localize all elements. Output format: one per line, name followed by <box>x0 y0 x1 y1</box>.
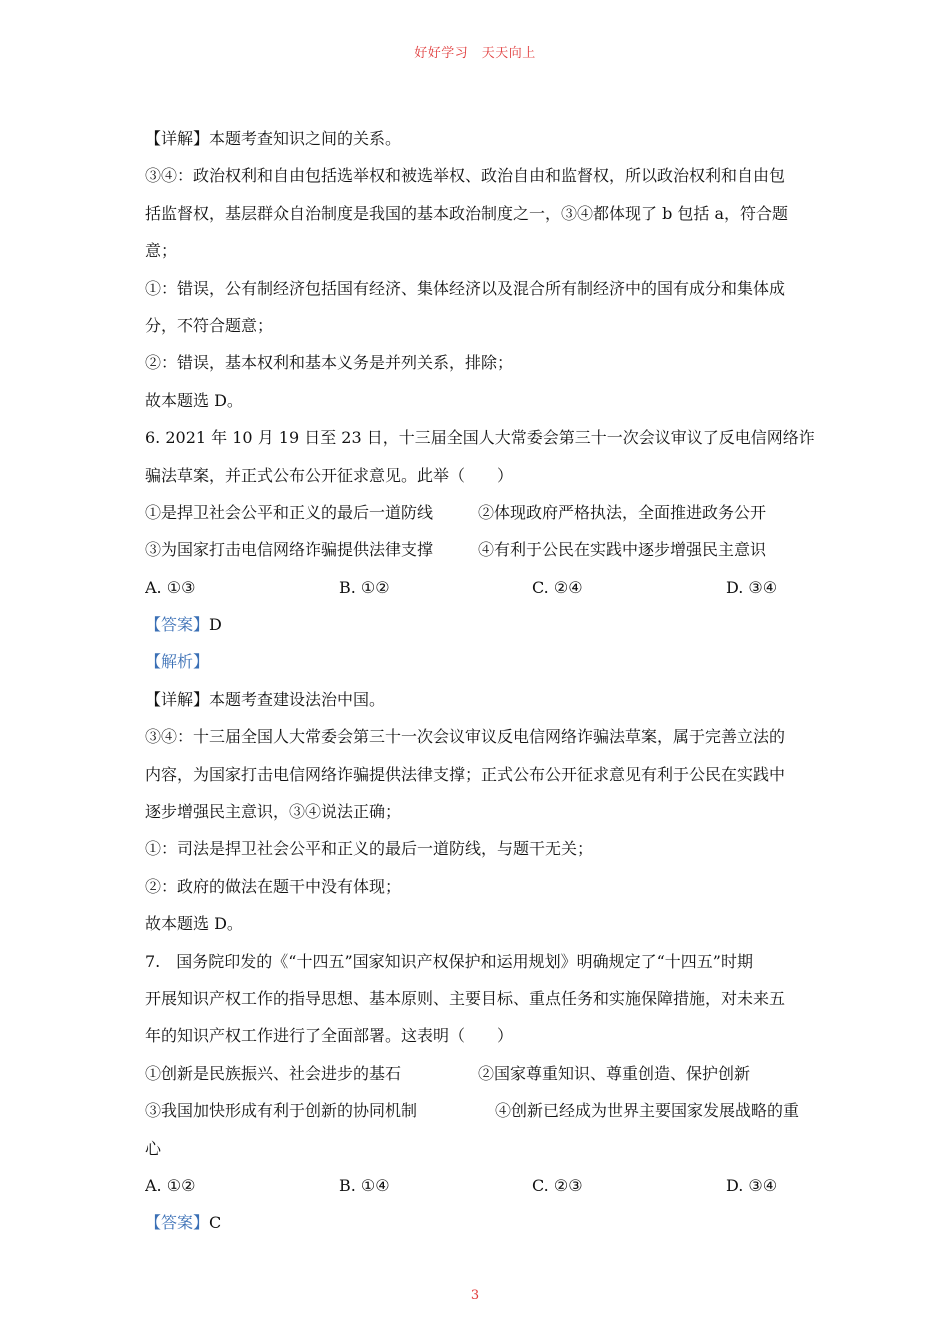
conclusion-line: 故本题选 D。 <box>145 390 243 410</box>
question-6-options-row <box>145 494 825 531</box>
option-4: ④创新已经成为世界主要国家发展战略的重 <box>495 1101 800 1121</box>
explanation-line: ②：错误，基本权利和基本义务是并列关系，排除； <box>145 353 514 373</box>
option-4-continuation: 心 <box>145 1138 162 1158</box>
choice-d: D. ③④ <box>726 577 778 597</box>
choice-c: C. ②④ <box>532 577 583 597</box>
option-2: ②体现政府严格执法，全面推进政务公开 <box>478 502 767 522</box>
question-7-options-row <box>145 1055 825 1092</box>
option-2: ②国家尊重知识、尊重创造、保护创新 <box>478 1063 751 1083</box>
option-3: ③为国家打击电信网络诈骗提供法律支撑 <box>145 540 434 560</box>
choice-a: A. ①② <box>145 1175 196 1195</box>
explanation-line: 分，不符合题意； <box>145 315 274 335</box>
document-body <box>145 120 825 1242</box>
question-6-choices <box>145 569 825 606</box>
question-7-options-row <box>145 1092 825 1129</box>
explanation-line: ③④：政治权利和自由包括选举权和被选举权、政治自由和监督权，所以政治权利和自由包 <box>145 166 786 186</box>
page-number: 3 <box>470 1288 480 1303</box>
choice-a: A. ①③ <box>145 577 196 597</box>
explanation-line: 意； <box>145 241 178 261</box>
answer-value: C <box>209 1213 222 1233</box>
option-4: ④有利于公民在实践中逐步增强民主意识 <box>478 540 767 560</box>
option-3: ③我国加快形成有利于创新的协同机制 <box>145 1101 418 1121</box>
explanation-line: ③④：十三届全国人大常委会第三十一次会议审议反电信网络诈骗法草案，属于完善立法的 <box>145 727 786 747</box>
explanation-line: ①：错误，公有制经济包括国有经济、集体经济以及混合所有制经济中的国有成分和集体成 <box>145 278 786 298</box>
choice-b: B. ①④ <box>339 1175 390 1195</box>
option-1: ①创新是民族振兴、社会进步的基石 <box>145 1063 402 1083</box>
answer-label: 【答案】 <box>145 615 210 635</box>
question-6-stem: 6. 2021 年 10 月 19 日至 23 日，十三届全国人大常委会第三十一次会议审议了反电信网络诈 <box>145 428 815 448</box>
choice-b: B. ①② <box>339 577 390 597</box>
question-7-choices <box>145 1167 825 1204</box>
question-6-options-row <box>145 531 825 568</box>
explanation-line: ②：政府的做法在题干中没有体现； <box>145 876 402 896</box>
explanation-line: ①：司法是捍卫社会公平和正义的最后一道防线，与题干无关； <box>145 839 594 859</box>
choice-d: D. ③④ <box>726 1175 778 1195</box>
answer-label: 【答案】 <box>145 1213 210 1233</box>
detail-heading: 【详解】本题考查建设法治中国。 <box>145 689 386 709</box>
answer-line <box>145 606 825 643</box>
choice-c: C. ②③ <box>532 1175 583 1195</box>
question-7-stem: 7. 国务院印发的《“十四五”国家知识产权保护和运用规划》明确规定了“十四五”时期 <box>145 951 753 971</box>
answer-value: D <box>209 615 222 635</box>
conclusion-line: 故本题选 D。 <box>145 914 243 934</box>
explanation-line: 内容，为国家打击电信网络诈骗提供法律支撑；正式公布公开征求意见有利于公民在实践中 <box>145 764 786 784</box>
question-7-stem: 开展知识产权工作的指导思想、基本原则、主要目标、重点任务和实施保障措施，对未来五 <box>145 988 786 1008</box>
answer-line <box>145 1204 825 1241</box>
page-header: 好好学习 天天向上 <box>414 46 536 61</box>
analysis-label: 【解析】 <box>145 652 210 672</box>
question-7-stem: 年的知识产权工作进行了全面部署。这表明（ ） <box>145 1026 514 1046</box>
question-6-stem: 骗法草案，并正式公布公开征求意见。此举（ ） <box>145 465 514 485</box>
explanation-line: 逐步增强民主意识，③④说法正确； <box>145 802 402 822</box>
detail-heading: 【详解】本题考查知识之间的关系。 <box>145 129 402 148</box>
option-1: ①是捍卫社会公平和正义的最后一道防线 <box>145 502 434 522</box>
explanation-line: 括监督权，基层群众自治制度是我国的基本政治制度之一，③④都体现了 b 包括 a，符合题 <box>145 203 789 223</box>
